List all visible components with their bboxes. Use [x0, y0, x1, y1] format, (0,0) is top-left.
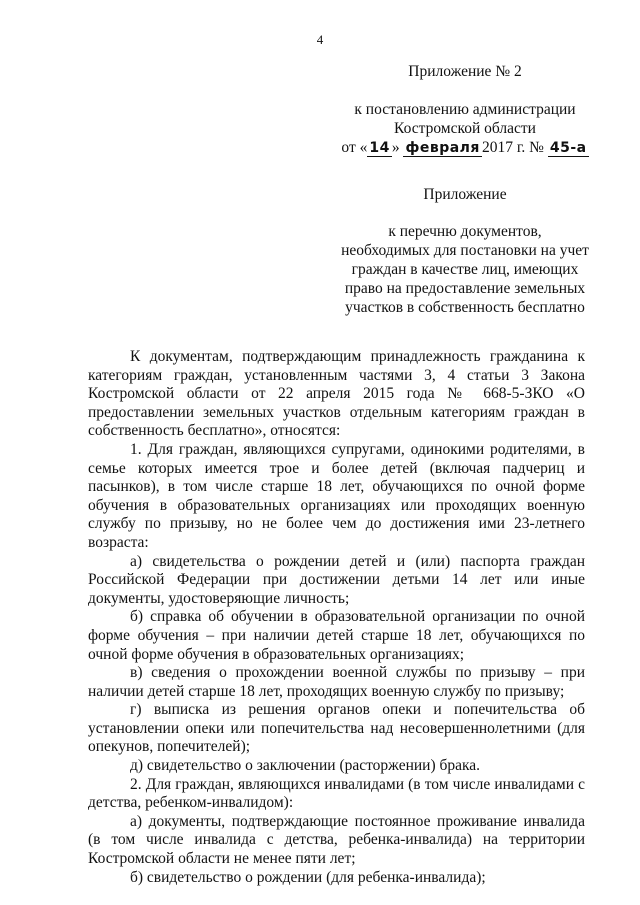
body-paragraph-item-2: 2. Для граждан, являющихся инвалидами (в том числе инвалидами с детства, ребенком-инвалидом): — [88, 775, 585, 812]
date-month: февраля — [405, 140, 480, 156]
date-day: 14 — [369, 140, 390, 156]
date-year: 2017 г. № — [481, 139, 544, 156]
reference-line: Костромской области — [394, 120, 536, 137]
date-quote: » — [391, 139, 400, 156]
document-body — [88, 348, 585, 887]
body-paragraph-item-2a: а) документы, подтверждающие постоянное проживание инвалида (в том числе инвалида с детства, ребенка-инвалида) на территории Костромской области не менее пяти лет; — [88, 812, 585, 868]
caption-line: граждан в качестве лиц, имеющих — [351, 261, 579, 278]
body-paragraph-item-1a: а) свидетельства о рождении детей и (или) паспорта граждан Российской Федерации при достижении детьми 14 лет или иные документы, удостоверяющие личность; — [88, 552, 585, 607]
body-paragraph-item-1d: д) свидетельство о заключении (расторжении) брака. — [130, 757, 481, 775]
body-paragraph-item-1v: в) сведения о прохождении военной службы по призыву – при наличии детей старше 18 лет, проходящих военную службу по призыву; — [88, 664, 585, 700]
resolution-reference — [340, 100, 590, 157]
page-number: 4 — [316, 32, 324, 47]
resolution-number: 45-а — [549, 140, 587, 156]
resolution-date-line — [340, 138, 590, 157]
reference-line: к постановлению администрации — [354, 101, 576, 118]
date-prefix: от « — [341, 139, 368, 156]
caption-line: право на предоставление земельных — [344, 280, 586, 297]
appendix-title: Приложение № 2 — [408, 63, 522, 80]
sub-appendix-caption — [340, 222, 590, 317]
caption-line: к перечню документов, — [388, 223, 542, 240]
body-paragraph-item-1: 1. Для граждан, являющихся супругами, одинокими родителями, в семье которых имеется трое и более детей (включая падчериц и пасынков), в том числе старше 18 лет, обучающихся по очной форме обучения в образовательных организациях или проходящих военную службу по призыву, но не более чем до достижения ими 23-летнего возраста: — [88, 440, 585, 551]
body-paragraph-item-1b: б) справка об обучении в образовательной организации по очной форме обучения – при наличии детей старше 18 лет, обучающихся по очной форме обучения в образовательных организациях; — [88, 608, 585, 663]
sub-appendix-title: Приложение — [423, 186, 507, 203]
caption-line: участков в собственность бесплатно — [345, 299, 585, 316]
body-paragraph-item-2b: б) свидетельство о рождении (для ребенка-инвалида); — [130, 868, 486, 886]
body-paragraph-item-1g: г) выписка из решения органов опеки и попечительства об установлении опеки или попечительства над несовершеннолетними (для опекунов, попечителей); — [88, 701, 585, 756]
body-paragraph-intro: К документам, подтверждающим принадлежность гражданина к категориям граждан, установленным частями 3, 4 статьи 3 Закона Костромской области от 22 апреля 2015 года № 668-5-ЗКО «О предоставлении земельных участков отдельным категориям граждан в собственность бесплатно», относятся: — [88, 348, 585, 440]
caption-line: необходимых для постановки на учет — [341, 242, 589, 259]
